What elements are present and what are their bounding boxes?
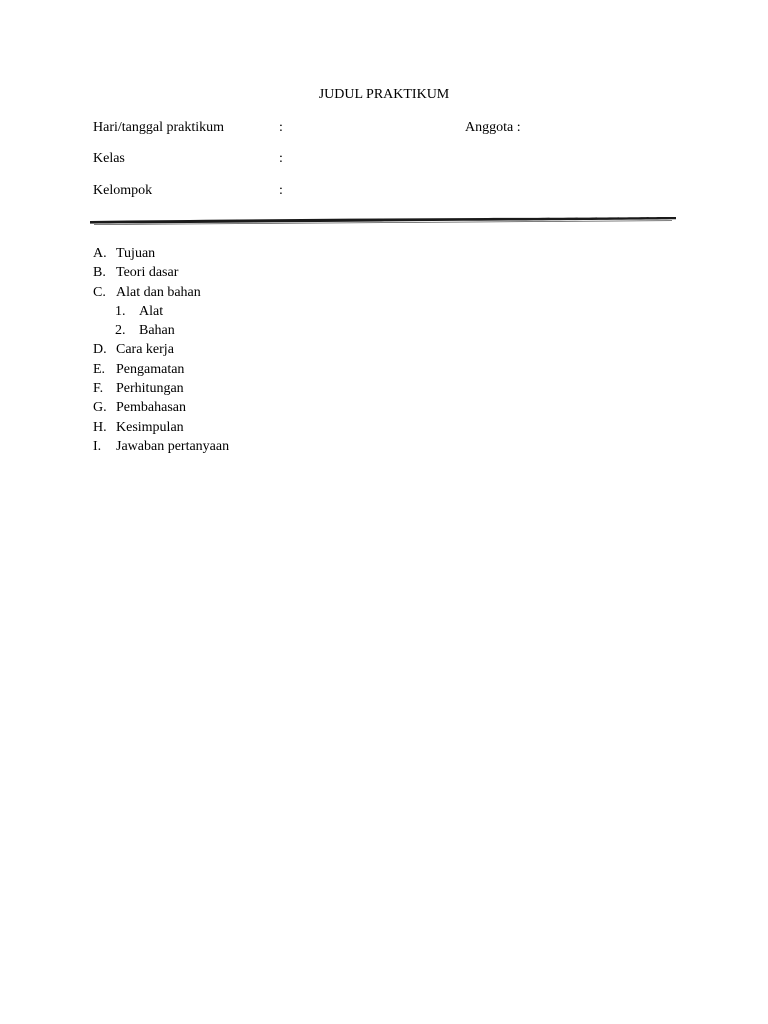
outline-marker: 1. bbox=[115, 303, 126, 319]
outline-marker: D. bbox=[93, 342, 107, 358]
outline-text: Tujuan bbox=[116, 246, 156, 261]
field-colon-date: : bbox=[279, 120, 283, 135]
outline-text: Alat bbox=[139, 303, 164, 319]
outline-marker: C. bbox=[93, 284, 106, 300]
outline-text: Teori dasar bbox=[116, 265, 179, 281]
outline-marker: B. bbox=[93, 265, 106, 281]
field-label-date: Hari/tanggal praktikum bbox=[93, 120, 225, 135]
outline-marker: 2. bbox=[115, 323, 126, 339]
page-title: JUDUL PRAKTIKUM bbox=[318, 87, 450, 102]
outline-text: Cara kerja bbox=[116, 342, 174, 358]
outline-text: Pembahasan bbox=[116, 400, 186, 416]
outline-marker: I. bbox=[93, 438, 102, 454]
outline-text: Kesimpulan bbox=[116, 419, 184, 435]
outline-marker: E. bbox=[93, 361, 106, 377]
field-colon-group: : bbox=[279, 183, 283, 198]
field-label-class: Kelas bbox=[93, 151, 125, 166]
field-label-group: Kelompok bbox=[93, 183, 153, 198]
outline-text: Jawaban pertanyaan bbox=[116, 438, 230, 454]
outline-marker: H. bbox=[93, 419, 107, 435]
outline-marker: A. bbox=[93, 246, 107, 261]
header-divider bbox=[88, 212, 678, 228]
members-label: Anggota : bbox=[465, 120, 521, 135]
outline-text: Bahan bbox=[139, 323, 175, 339]
field-colon-class: : bbox=[279, 151, 283, 166]
outline-marker: F. bbox=[93, 381, 104, 397]
outline-marker: G. bbox=[93, 400, 107, 416]
outline-text: Perhitungan bbox=[116, 381, 184, 397]
outline-text: Alat dan bahan bbox=[116, 284, 201, 300]
outline-text: Pengamatan bbox=[116, 361, 185, 377]
